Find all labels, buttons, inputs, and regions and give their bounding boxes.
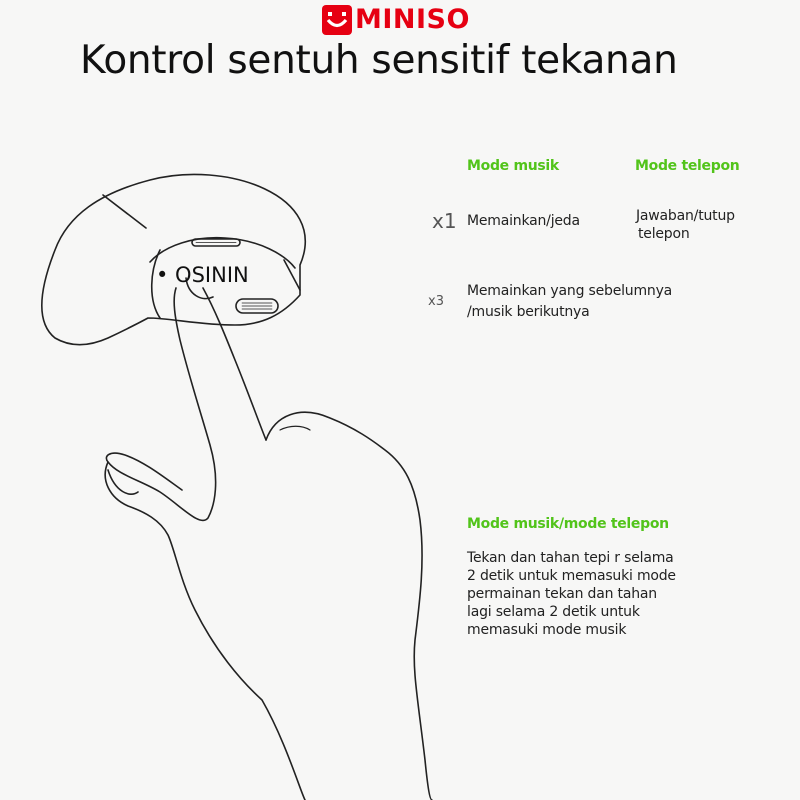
row2-music-action-line2: /musik berikutnya <box>467 304 590 320</box>
row1-phone-action-line2: telepon <box>638 226 690 242</box>
multiplier-x1: x1 <box>432 209 457 233</box>
header-phone-mode: Mode telepon <box>635 158 740 174</box>
note-line: permainan tekan dan tahan <box>467 586 657 602</box>
note-body <box>467 549 747 639</box>
header-music-mode: Mode musik <box>467 158 559 174</box>
row1-music-action: Memainkan/jeda <box>467 213 580 229</box>
note-heading: Mode musik/mode telepon <box>467 516 669 532</box>
note-line: 2 detik untuk memasuki mode <box>467 568 676 584</box>
note-line: memasuki mode musik <box>467 622 627 638</box>
row1-phone-action-line1: Jawaban/tutup <box>636 208 735 224</box>
multiplier-x3: x3 <box>428 294 444 309</box>
brand-name: MINISO <box>355 4 470 35</box>
page-title: Kontrol sentuh sensitif tekanan <box>80 38 678 83</box>
note-line: lagi selama 2 detik untuk <box>467 604 640 620</box>
device-label: • OSININ <box>156 263 249 287</box>
row2-music-action-line1: Memainkan yang sebelumnya <box>467 283 673 299</box>
note-line: Tekan dan tahan tepi r selama <box>467 550 674 566</box>
earbud-outline <box>42 174 305 344</box>
